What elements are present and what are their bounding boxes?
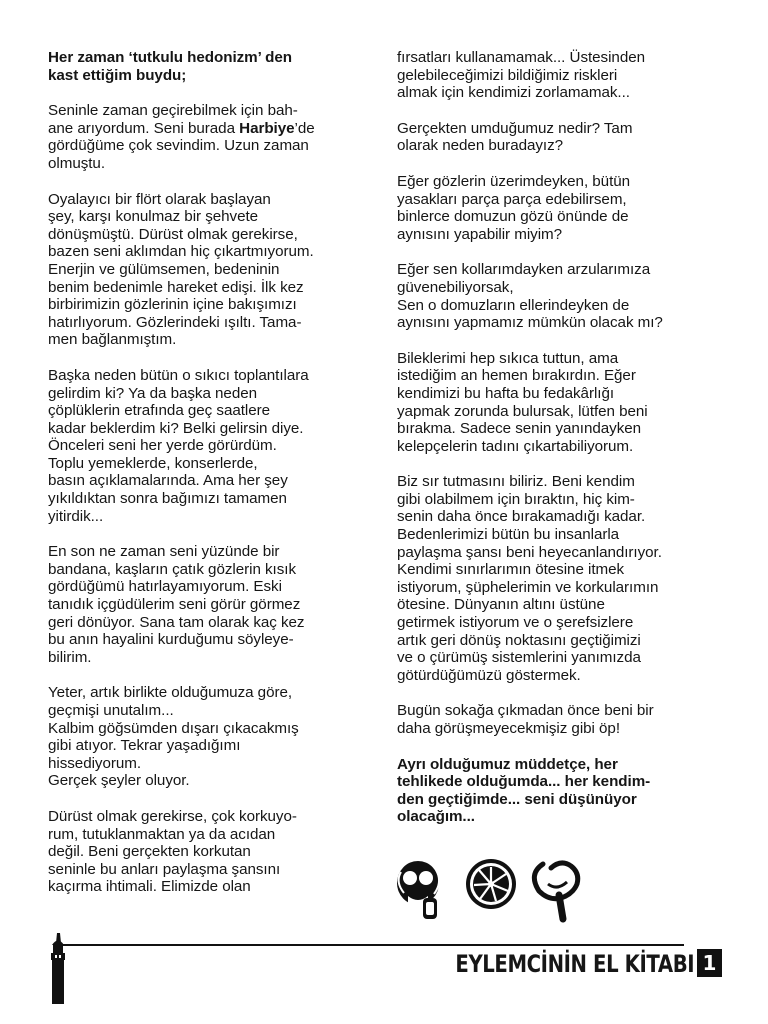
paragraph: fırsatları kullanamamak... Üstesinden gelebileceğimizi bildiğimiz riskleri almak için kendimizi zorlamamak... bbox=[397, 49, 646, 102]
paragraph: Eğer sen kollarımdayken arzularımıza güvenebiliyorsak, Sen o domuzların ellerindeyken de aynısını yapmamız mümkün olacak mı? bbox=[397, 261, 663, 332]
left-column bbox=[48, 49, 371, 914]
intro-heading: Her zaman ‘tutkulu hedonizm’ den kast ettiğim buydu; bbox=[48, 49, 292, 84]
paragraph: Biz sır tutmasını biliriz. Beni kendim gibi olabilmem için bıraktın, hiç kim- senin daha önce bırakamadığı kadar. Bedenlerimizi bütün bu insanlarla paylaşma şansı beni heyecanlandırıyor. Kendimi sınırlarımın ötesine itmek istiyorum, şüphelerimin ve korkularımın ötesine. Dünyanın altını üstüne getirmek istiyorum ve o şerefsizlere artık geri dönüş noktasını geçtiğimizi ve o çürümüş sistemlerini yanımızda götürdüğümüzü göstermek. bbox=[397, 473, 662, 684]
paragraph: Yeter, artık birlikte olduğumuza göre, geçmişi unutalım... Kalbim göğsümden dışarı çıkacakmış gibi atıyor. Tekrar yaşadığımı hissediyorum. Gerçek şeyler oluyor. bbox=[48, 684, 299, 790]
gas-mask-icon bbox=[397, 861, 439, 919]
galata-tower-icon bbox=[44, 932, 72, 1005]
paragraph-text: Seninle zaman geçirebilmek için bah- ane arıyordum. Seni burada bbox=[48, 102, 298, 137]
harbiye-emphasis: Harbiye bbox=[239, 119, 295, 137]
footer-brand bbox=[455, 949, 694, 979]
paragraph: Bugün sokağa çıkmadan önce beni bir daha görüşmeyecekmişiz gibi öp! bbox=[397, 702, 654, 737]
slingshot-icon bbox=[534, 863, 577, 919]
paragraph: Dürüst olmak gerekirse, çok korkuyo- rum, tutuklanmaktan ya da acıdan değil. Beni gerçekten korkutan seninle bu anları paylaşma şansını kaçırma ihtimali. Elimizde olan bbox=[48, 807, 297, 896]
footer-title: EYLEMCİNİN EL KİTABI bbox=[455, 950, 694, 978]
page-number-badge bbox=[697, 949, 722, 977]
paragraph: En son ne zaman seni yüzünde bir bandana, kaşların çatık gözlerin kısık gördüğümü hatırlayamıyorum. Eski tanıdık içgüdülerim seni görür görmez geri dönüyor. Sana tam olarak kaç kez bu anın hayalini kurduğumu söyleye- bilirim. bbox=[48, 543, 305, 666]
page-number: 1 bbox=[702, 951, 717, 975]
footer-rule bbox=[60, 944, 684, 946]
paragraph: Oyalayıcı bir flört olarak başlayan şey, karşı konulmaz bir şehvete dönüşmüştü. Dürüst olmak gerekirse, bazen seni aklımdan hiç çıkartmıyorum. Enerjin ve gülümsemen, bedeninin benim bedenimle hareket edişi. İlk kez birbirimizin gözlerinin içine bakışımızı hatırlıyorum. Gözlerindeki ışıltı. Tama- men bağlanmıştım. bbox=[48, 190, 314, 349]
paragraph: Bileklerimi hep sıkıca tuttun, ama istediğim an hemen bırakırdın. Eğer kendimizi bu hafta bu fedakârlığı yapmak zorunda bulursak, lütfen beni bırakma. Sadece senin yanındayken kelepçelerin tadını çıkartabiliyorum. bbox=[397, 349, 648, 455]
right-column bbox=[397, 49, 729, 844]
paragraph bbox=[48, 102, 371, 172]
paragraph: Gerçekten umduğumuz nedir? Tam olarak neden buradayız? bbox=[397, 119, 633, 155]
paragraph-text: ’de gördüğüme çok sevindim. Uzun zaman olmuştu. bbox=[48, 119, 315, 172]
lemon-slice-icon bbox=[466, 859, 516, 909]
paragraph: Eğer gözlerin üzerimdeyken, bütün yasakları parça parça edebilirsem, binlerce domuzun gözü önünde de aynısını yapabilir miyim? bbox=[397, 172, 631, 243]
closing-paragraph: Ayrı olduğumuz müddetçe, her tehlikede olduğumda... her kendim- den geçtiğimde... seni düşünüyor olacağım... bbox=[397, 755, 651, 826]
icon-strip bbox=[392, 857, 582, 927]
paragraph: Başka neden bütün o sıkıcı toplantılara gelirdim ki? Ya da başka neden çöplüklerin etrafında geç saatlere kadar beklerdim ki? Belki gelirsin diye. Önceleri seni her yerde görürdüm. Toplu yemeklerde, konserlerde, basın açıklamalarında. Ama her şey yıkıldıktan sonra bağımızı tamamen yitirdik... bbox=[48, 366, 309, 525]
